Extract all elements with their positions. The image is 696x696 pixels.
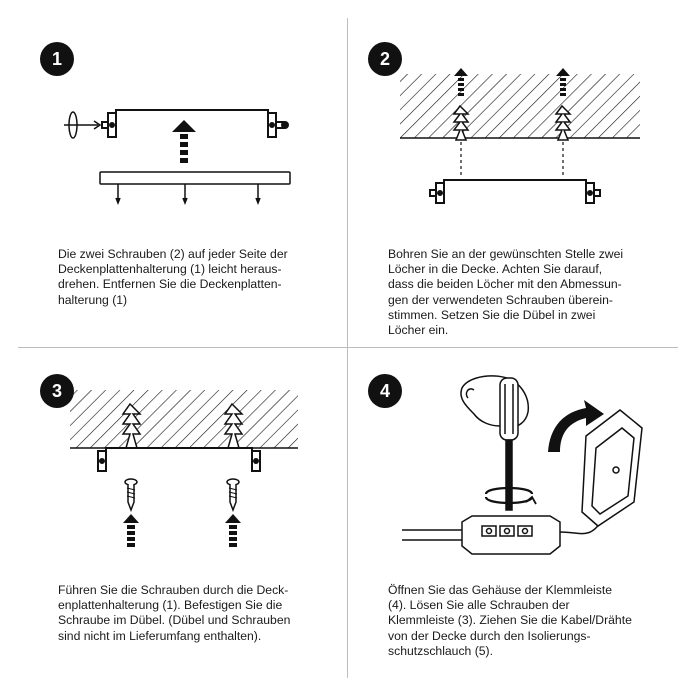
ceiling-hatch [400,74,640,138]
step-number-badge: 1 [40,42,74,76]
screw [125,479,239,510]
mounting-bracket [102,110,288,137]
step-1-panel [18,18,348,348]
step-3-illustration [18,350,348,570]
step-2-caption: Bohren Sie an der gewünschten Stelle zwei Löcher in die Decke. Achten Sie darauf, dass die beiden Löcher mit den Abmessun- gen der verwendeten Schrauben überein- stimmen. Setzen Sie die Dübel in zwei Löcher ein. [388,247,624,338]
step-3-caption: Führen Sie die Schrauben durch die Deck- enplattenhalterung (1). Befestigen Sie die Schraube im Dübel. (Dübel und Schrauben sind nicht im Lieferumfang enthalten). [58,583,291,643]
mounting-bracket [98,448,260,471]
arrow-up-icon [172,120,196,163]
rotation-icon [64,112,100,138]
step-number-badge: 2 [368,42,402,76]
ceiling-plate [100,172,290,203]
ceiling-hatch [70,390,298,448]
terminal-block [462,516,602,554]
arrow-up-icon [123,514,241,547]
step-4-illustration [350,350,680,580]
step-number-badge: 4 [368,374,402,408]
step-4-caption: Öffnen Sie das Gehäuse der Klemmleiste (4). Lösen Sie alle Schrauben der Klemmleiste (3). Ziehen Sie die Kabel/Drähte von der Decke durch den Isolierungs- schutzschlauch (5). [388,583,632,658]
step-2-panel [350,18,680,348]
step-1-illustration [18,18,348,238]
step-number-badge: 3 [40,374,74,408]
step-4-panel [350,350,680,680]
screwdriver [500,378,518,510]
step-3-panel [18,350,348,680]
mounting-bracket [430,180,600,203]
cable [402,530,462,540]
terminal-cover [582,410,642,526]
step-2-illustration [350,18,680,238]
step-1-caption: Die zwei Schrauben (2) auf jeder Seite der Deckenplattenhalterung (1) leicht heraus- drehen. Entfernen Sie die Deckenplatten- halterung (1) [58,247,288,307]
